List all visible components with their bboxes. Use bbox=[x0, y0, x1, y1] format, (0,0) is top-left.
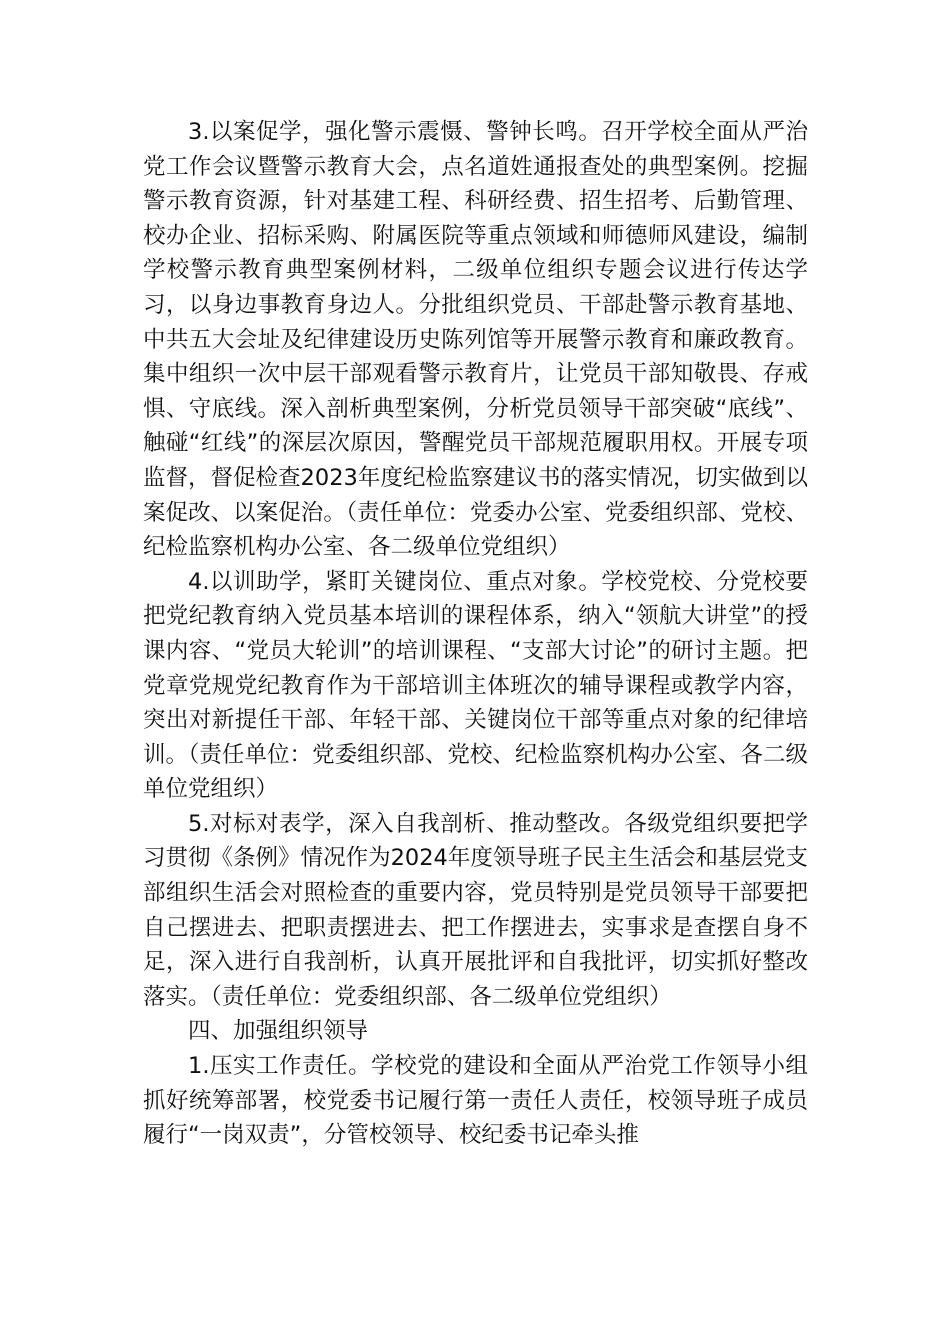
paragraph-learn-through-cases: 3.以案促学，强化警示震慑、警钟长鸣。召开学校全面从严治党工作会议暨警示教育大会，点名道姓通报查处的典型案例。挖掘警示教育资源，针对基建工程、科研经费、招生招考、后勤管理、校办企业、招标采购、附属医院等重点领域和师德师风建设，编制学校警示教育典型案例材料，二级单位组织专题会议进行传达学习，以身边事教育身边人。分批组织党员、干部赴警示教育基地、中共五大会址及纪律建设历史陈列馆等开展警示教育和廉政教育。集中组织一次中层干部观看警示教育片，让党员干部知敬畏、存戒惧、守底线。深入剖析典型案例，分析党员领导干部突破“底线”、触碰“红线”的深层次原因，警醒党员干部规范履职用权。开展专项监督，督促检查2023年度纪检监察建议书的落实情况，切实做到以案促改、以案促治。（责任单位：党委办公室、党委组织部、党校、纪检监察机构办公室、各二级单位党组织） bbox=[143, 119, 808, 561]
paragraph-learn-by-benchmarking: 5.对标对表学，深入自我剖析、推动整改。各级党组织要把学习贯彻《条例》情况作为2024年度领导班子民主生活会和基层党支部组织生活会对照检查的重要内容，党员特别是党员领导干部要把自己摆进去、把职责摆进去、把工作摆进去，实事求是查摆自身不足，深入进行自我剖析，认真开展批评和自我批评，切实抓好整改落实。（责任单位：党委组织部、各二级单位党组织） bbox=[143, 810, 808, 1010]
paragraph-learn-through-training: 4.以训助学，紧盯关键岗位、重点对象。学校党校、分党校要把党纪教育纳入党员基本培训的课程体系，纳入“领航大讲堂”的授课内容、“党员大轮训”的培训课程、“支部大讨论”的研讨主题。把党章党规党纪教育作为干部培训主体班次的辅导课程或教学内容，突出对新提任干部、年轻干部、关键岗位干部等重点对象的纪律培训。（责任单位：党委组织部、党校、纪检监察机构办公室、各二级单位党组织） bbox=[143, 568, 808, 803]
document-page bbox=[143, 115, 808, 1153]
section-heading-organization-leadership: 四、加强组织领导 bbox=[188, 1018, 369, 1045]
paragraph-work-responsibility: 1.压实工作责任。学校党的建设和全面从严治党工作领导小组抓好统筹部署，校党委书记履行第一责任人责任，校领导班子成员履行“一岗双责”，分管校领导、校纪委书记牵头推 bbox=[143, 1053, 808, 1149]
